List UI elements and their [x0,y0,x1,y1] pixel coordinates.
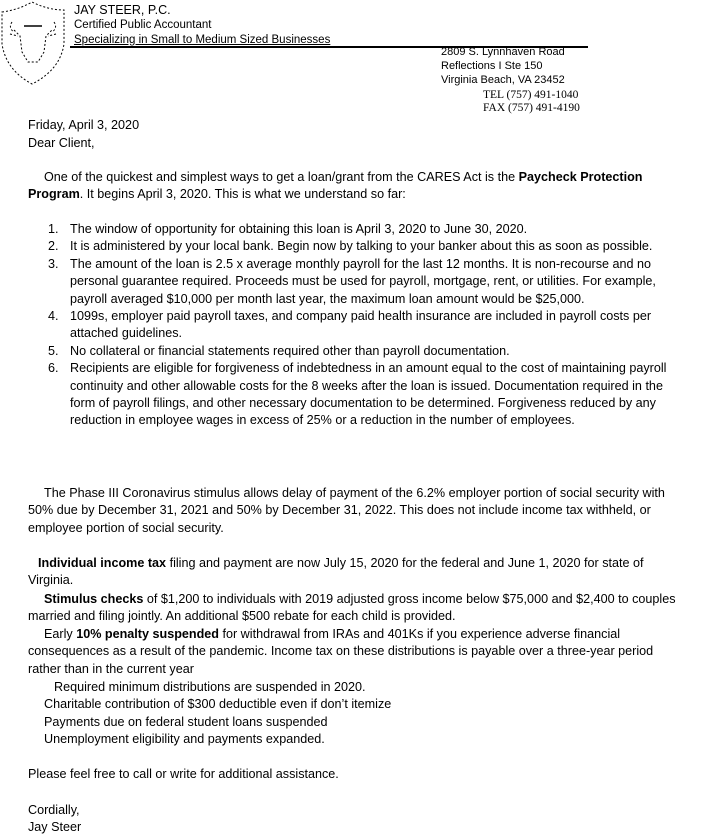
list-item [48,221,678,238]
penalty-heading: 10% penalty suspended [76,627,219,641]
address-line-1: 2809 S. Lynnhaven Road [441,46,565,58]
penalty-pre: Early [44,627,77,641]
charitable-line: Charitable contribution of $300 deductible even if don’t itemize [44,697,392,711]
list-number: 4. [48,309,59,324]
list-text: 1099s, employer paid payroll taxes, and company paid health insurance are included in payroll costs per attached guidelines. [70,309,652,341]
income-tax-paragraph [28,555,683,590]
list-item [48,343,678,360]
list-number: 1. [48,222,59,236]
student-loans-line: Payments due on federal student loans suspended [44,715,328,729]
list-number: 6. [48,361,59,376]
list-text: No collateral or financial statements required other than payroll documentation. [70,343,510,358]
closing-note: Please feel free to call or write for additional assistance. [28,767,339,781]
letter-date: Friday, April 3, 2020 [28,118,140,132]
list-item [48,238,678,255]
unemployment-line: Unemployment eligibility and payments expanded. [44,732,325,746]
address-line-3: Virginia Beach, VA 23452 [441,74,565,86]
intro-paragraph [28,169,683,204]
intro-program-name: Paycheck Protection Program [28,170,643,202]
intro-text: One of the quickest and simplest ways to get a loan/grant from the CARES Act is the [44,170,519,184]
bull-shield-icon [0,0,70,86]
fax: FAX (757) 491-4190 [483,102,580,114]
stimulus-text: of $1,200 to individuals with 2019 adjusted gross income below $75,000 and $2,400 to couples married and filing jointly. An additional $500 rebate for each child is provided. [28,592,676,624]
list-item [48,360,678,430]
income-tax-text: filing and payment are now July 15, 2020 for the federal and June 1, 2020 for state of Virginia. [28,556,644,588]
income-tax-heading: Individual income tax [38,556,167,570]
list-item [48,256,678,308]
closing: Cordially, [28,803,80,817]
list-number: 2. [48,239,59,254]
address-line-2: Reflections I Ste 150 [441,60,543,72]
rmd-line: Required minimum distributions are suspended in 2020. [54,680,366,694]
list-number: 5. [48,343,59,358]
penalty-paragraph [28,626,683,678]
signature: Jay Steer [28,820,82,834]
list-text: The amount of the loan is 2.5 x average monthly payroll for the last 12 months. It is non-recourse and no personal guarantee required. Proceeds must be used for payroll, mortgage, rent, or utilities. For example, payroll averaged $10,000 per month last year, the maximum loan amount would be $25,000. [70,256,656,306]
stimulus-paragraph [28,591,683,626]
intro-text-end: . It begins April 3, 2020. This is what we understand so far: [79,187,406,202]
phase3-paragraph: The Phase III Coronavirus stimulus allows delay of payment of the 6.2% employer portion of social security with 50% due by December 31, 2021 and 50% by December 31, 2022. This does not include income tax withheld, or employee portion of social security. [28,486,665,535]
firm-subtitle: Certified Public Accountant [74,19,212,31]
list-text: It is administered by your local bank. Begin now by talking to your banker about this as soon as possible. [70,239,653,254]
list-number: 3. [48,256,59,271]
firm-specialty: Specializing in Small to Medium Sized Businesses [74,34,331,46]
list-item [48,308,678,343]
salutation: Dear Client, [28,136,95,150]
firm-name: JAY STEER, P.C. [74,3,171,17]
telephone: TEL (757) 491-1040 [483,89,579,101]
penalty-text: for withdrawal from IRAs and 401Ks if you experience adverse financial consequences as a result of the pandemic. Income tax on these distributions is payable over a three-year period rather than in the current year [28,627,654,676]
ppp-list [48,221,678,430]
list-text: Recipients are eligible for forgiveness of indebtedness in an amount equal to the cost of maintaining payroll continuity and other allowable costs for the 8 weeks after the loan is issued. Documentation required in the form of payroll filings, and other necessary documentation to be determined. Forgiveness reduced by any reduction in employee wages in excess of 25% or a reduction in the number of employees. [70,361,667,428]
list-text: The window of opportunity for obtaining this loan is April 3, 2020 to June 30, 2020. [70,222,528,236]
stimulus-heading: Stimulus checks [44,592,144,606]
